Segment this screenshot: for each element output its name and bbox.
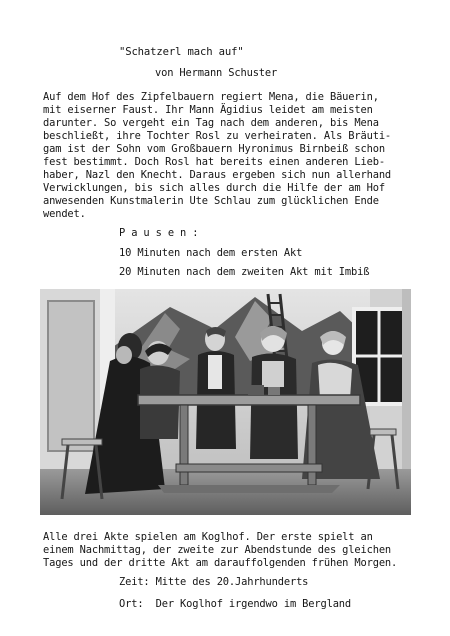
setting-line: einem Nachmittag, der zweite zur Abendstunde des gleichen: [43, 544, 392, 556]
synopsis-line: mit eiserner Faust. Ihr Mann Ägidius leidet am meisten: [43, 104, 373, 116]
pause-item: 20 Minuten nach dem zweiten Akt mit Imbiß: [119, 266, 370, 278]
pause-item: 10 Minuten nach dem ersten Akt: [119, 247, 303, 259]
synopsis-line: fest bestimmt. Doch Rosl hat bereits einen anderen Lieb-: [43, 156, 385, 168]
synopsis-line: haber, Nazl den Knecht. Daraus ergeben sich nun allerhand: [43, 169, 392, 181]
play-author: von Hermann Schuster: [155, 67, 278, 79]
pauses-heading: P a u s e n :: [119, 227, 199, 239]
synopsis-line: Verwicklungen, bis sich alles durch die Hilfe der am Hof: [43, 182, 385, 194]
place-line: Ort: Der Koglhof irgendwo im Bergland: [119, 598, 352, 610]
stage-photo: [40, 289, 411, 515]
synopsis-line: gam ist der Sohn vom Großbauern Hyronimus Birnbeiß schon: [43, 143, 385, 155]
synopsis-line: Auf dem Hof des Zipfelbauern regiert Mena, die Bäuerin,: [43, 91, 379, 103]
synopsis-line: beschließt, ihre Tochter Rosl zu verheiraten. Als Bräuti-: [43, 130, 392, 142]
synopsis-line: darunter. So vergeht ein Tag nach dem anderen, bis Mena: [43, 117, 379, 129]
setting-line: Tages und der dritte Akt am darauffolgenden frühen Morgen.: [43, 557, 398, 569]
time-line: Zeit: Mitte des 20.Jahrhunderts: [119, 576, 309, 588]
synopsis-line: anwesenden Kunstmalerin Ute Schlau zum glücklichen Ende: [43, 195, 379, 207]
synopsis-line: wendet.: [43, 208, 86, 220]
setting-line: Alle drei Akte spielen am Koglhof. Der erste spielt an: [43, 531, 373, 543]
play-title: "Schatzerl mach auf": [119, 46, 244, 58]
